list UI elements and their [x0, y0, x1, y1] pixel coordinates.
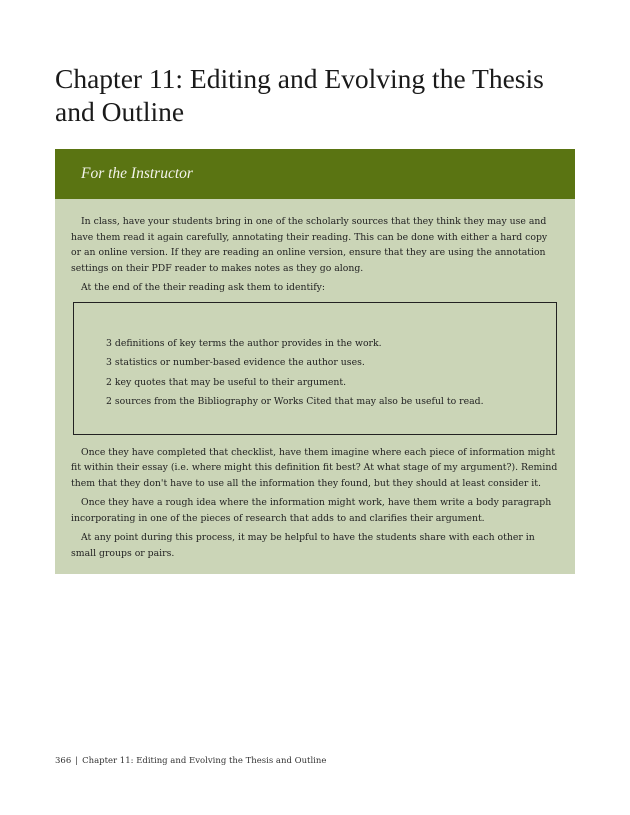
page-title: Chapter 11: Editing and Evolving the Thesis and Outline — [55, 63, 544, 127]
instructor-box-body — [55, 199, 575, 561]
paragraph-5: At any point during this process, it may be helpful to have the students share with each other in small groups or pairs. — [71, 532, 535, 559]
checklist-item: 2 key quotes that may be useful to their argument. — [106, 376, 347, 388]
page-number: 366 — [55, 756, 72, 766]
instructor-box-header — [55, 149, 575, 199]
checklist-item: 2 sources from the Bibliography or Works Cited that may also be useful to read. — [106, 396, 484, 407]
running-title: Chapter 11: Editing and Evolving the Thesis and Outline — [82, 756, 327, 766]
instructor-box-title: For the Instructor — [81, 165, 193, 182]
paragraph-4: Once they have a rough idea where the information might work, have them write a body paragraph incorporating in one of the pieces of research that adds to and clarifies their argument. — [71, 497, 552, 524]
checklist — [73, 302, 557, 435]
footer-separator: | — [75, 756, 79, 766]
paragraph-1: In class, have your students bring in one of the scholarly sources that they think they may use and have them read it again carefully, annotating their reading. This can be done with either a hard copy or an online version. If they are reading an online version, ensure that they are using the annotation settings on their PDF reader to makes notes as they go along. — [71, 216, 548, 274]
paragraph-3: Once they have completed that checklist, have them imagine where each piece of information might fit within their essay (i.e. where might this definition fit best? At what stage of my argument?). Remind them that they don't have to use all the information they found, but they should at least consider it. — [71, 446, 558, 489]
checklist-item: 3 statistics or number-based evidence the author uses. — [106, 357, 365, 368]
page-footer — [55, 756, 326, 766]
paragraph-2: At the end of the their reading ask them to identify: — [81, 282, 326, 293]
checklist-item: 3 definitions of key terms the author provides in the work. — [106, 337, 382, 349]
instructor-box — [55, 149, 575, 574]
